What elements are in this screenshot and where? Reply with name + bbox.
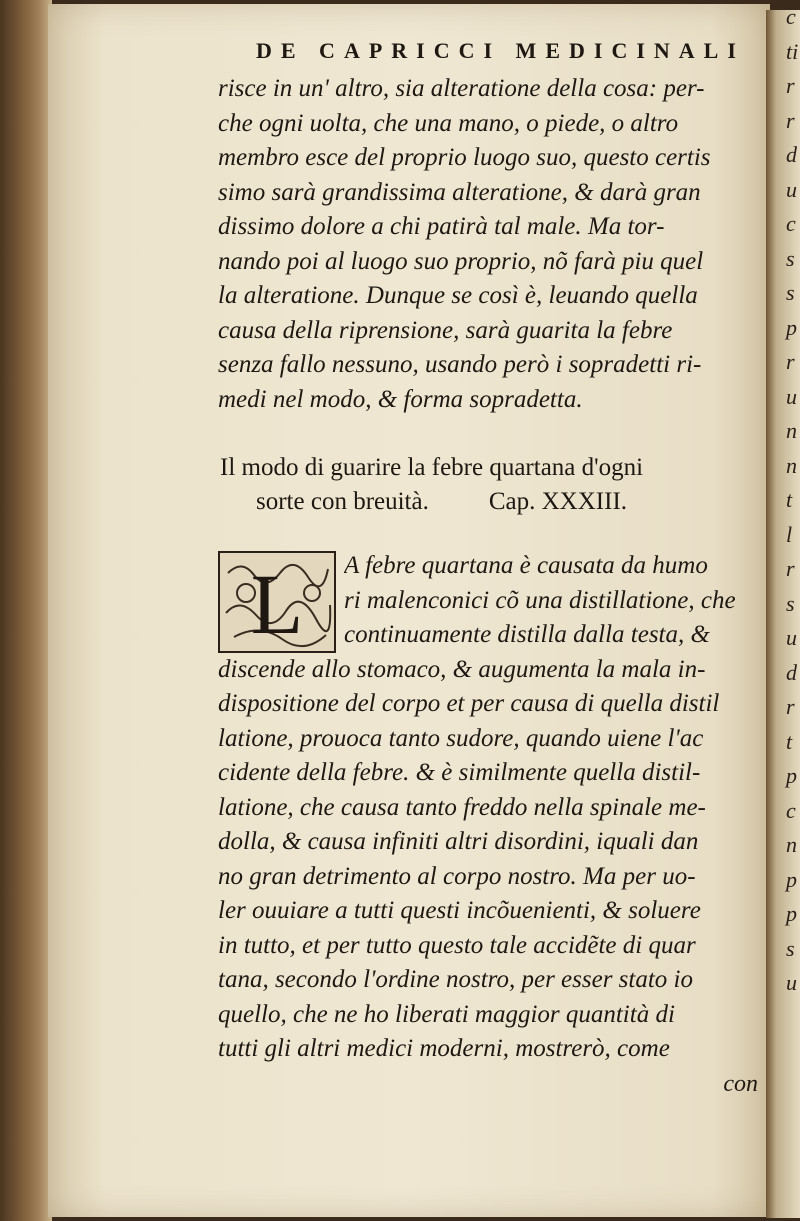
text-line: dolla, & causa infiniti altri disordini, iquali dan (218, 828, 699, 855)
facing-page-letter: u (786, 970, 797, 995)
text-line: ri malenconici cõ una distillatione, che (344, 586, 736, 614)
facing-page-letter: n (786, 418, 797, 443)
facing-page-letter: p (786, 866, 797, 892)
facing-page-letter: n (786, 452, 797, 478)
chapter-title-text: sorte con breuità. (256, 488, 429, 515)
facing-page-letters (786, 0, 800, 1001)
text-line: medi nel modo, & forma sopradetta. (218, 385, 583, 413)
text-line: risce in un' altro, sia alteratione della cosa: per- (218, 75, 705, 102)
text-line: membro esce del proprio luogo suo, questo certis (218, 144, 711, 171)
facing-page-letter: n (786, 832, 797, 857)
facing-page-letter: r (786, 349, 795, 374)
facing-page-letter: u (786, 383, 797, 409)
facing-page-letter: s (786, 935, 795, 961)
book-spine (0, 0, 52, 1221)
text-line: tutti gli altri medici moderni, mostrerò, come (218, 1035, 670, 1062)
facing-page-letter: r (786, 107, 795, 133)
running-header: DE CAPRICCI MEDICINALI (256, 38, 745, 63)
facing-page-letter: t (786, 728, 793, 754)
text-line: senza fallo nessuno, usando però i sopradetti ri- (218, 351, 702, 378)
text-line: la alteratione. Dunque se così è, leuando quella (218, 282, 698, 309)
text-line: discende allo stomaco, & augumenta la mala in- (218, 655, 706, 683)
facing-page-letter: r (786, 694, 795, 719)
chapter-title-line-2 (256, 485, 766, 519)
facing-page-letter: l (786, 521, 793, 547)
initial-letter: L (250, 556, 304, 651)
text-line: quello, che ne ho liberati maggior quantità di (218, 1000, 675, 1028)
facing-page-letter: u (786, 176, 797, 202)
facing-page-letter: r (786, 556, 795, 581)
text-line: nando poi al luogo suo proprio, nõ farà piu quel (218, 247, 704, 275)
text-line: che ogni uolta, che una mano, o piede, o altro (218, 109, 679, 137)
chapter-number: Cap. XXXIII. (488, 488, 628, 515)
facing-page-letter: c (786, 797, 796, 823)
facing-page-letter: s (786, 280, 795, 305)
facing-page-letter: d (786, 659, 797, 685)
text-line: tana, secondo l'ordine nostro, per esser stato io (218, 966, 693, 993)
facing-page-letter: s (786, 590, 795, 616)
facing-page-letter: c (786, 211, 796, 236)
facing-page-letter: r (786, 73, 795, 98)
text-line: cidente della febre. & è similmente quella distil- (218, 759, 701, 786)
text-line: causa della riprensione, sarà guarita la febre (218, 316, 673, 344)
text-line: in tutto, et per tutto questo tale accidẽte di quar (218, 931, 696, 959)
text-line: latione, che causa tanto freddo nella spinale me- (218, 793, 706, 821)
text-line: dissimo dolore a chi patirà tal male. Ma tor- (218, 213, 665, 240)
paragraph-1 (218, 72, 766, 417)
page-content (218, 38, 766, 1101)
decorated-initial (218, 551, 336, 653)
text-line: dispositione del corpo et per causa di quella distil (218, 690, 720, 717)
text-line: A febre quartana è causata da humo (344, 552, 708, 579)
paragraph-2 (218, 549, 766, 1067)
paragraph-2-lines (218, 653, 766, 1067)
facing-page-letter: p (786, 763, 797, 788)
facing-page-letter: ti (786, 38, 799, 64)
facing-page-letter: u (786, 625, 797, 650)
text-line: latione, prouoca tanto sudore, quando uiene l'ac (218, 724, 704, 752)
facing-page-letter: t (786, 487, 793, 512)
facing-page-letter: s (786, 245, 795, 271)
catchword: con (723, 1070, 758, 1097)
text-line: no gran detrimento al corpo nostro. Ma per uo- (218, 862, 696, 890)
facing-page-letter: d (786, 142, 797, 167)
text-line: simo sarà grandissima alteratione, & darà gran (218, 178, 701, 206)
chapter-title-line-1: Il modo di guarire la febre quartana d'ogni (220, 454, 644, 481)
text-line: continuamente distilla dalla testa, & (344, 621, 710, 648)
text-line: ler ouuiare a tutti questi incõuenienti, & soluere (218, 897, 701, 924)
facing-page-letter: p (786, 901, 797, 926)
facing-page-letter: c (786, 4, 796, 29)
facing-page-letter: p (786, 314, 797, 340)
